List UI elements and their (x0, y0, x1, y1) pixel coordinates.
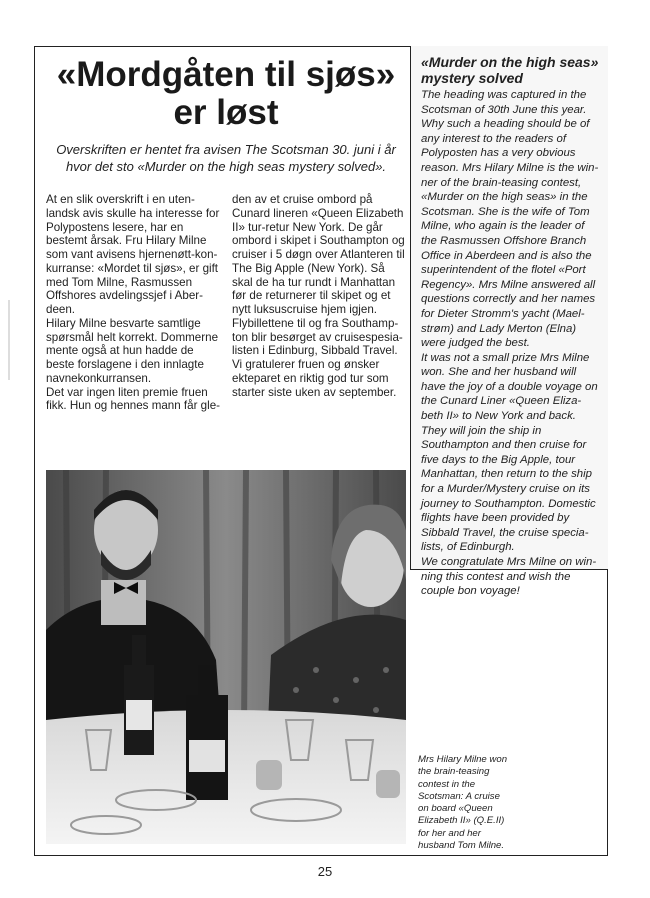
body-column-2: den av et cruise ombord på Cunard lineren «Queen Elizabeth II» tur-retur New York. De går ombord i skipet i Southampton og cruiser i 5 døgn over Atlanteren til The Big Apple (New York). Så skal de ha tur rundt i Manhattan før de returnerer til skipet og et nytt luksuscruise hjem igjen. Flybillettene til og fra Southamp- ton blir besørget av cruisespesia- listen i Edinburg, Sibbald Travel. Vi gratulerer fruen og ønsker ekteparet en riktig god tur som starter siste uken av september. (232, 193, 405, 399)
article-subheading: Overskriften er hentet fra avisen The Scotsman 30. juni i år hvor det sto «Murder on the high seas mystery solved». (56, 142, 396, 174)
headline-line-2: er løst (173, 93, 279, 132)
headline-line-1: «Mordgåten til sjøs» (56, 55, 396, 94)
photo-milne-couple (46, 470, 406, 844)
english-summary-box (410, 46, 608, 598)
article-headline (46, 56, 406, 132)
page-number: 25 (317, 864, 333, 879)
sidebar-title: «Murder on the high seas» mystery solved (421, 54, 599, 86)
photo-illustration (46, 470, 406, 844)
sidebar-text: The heading was captured in the Scotsman of 30th June this year. Why such a heading should be of any interest to the readers of Polyposten has a very obvious reason. Mrs Hilary Milne is the win- ner of the brain-teasing contest, «Murder on the high seas» in the Scotsman. She is the wife of Tom Milne, who again is the leader of the Rasmussen Offshore Branch Office in Aberdeen and is also the superintendent of the flotel «Port Regency». Mrs Milne answered all questions correctly and her names for Dieter Stromm's yacht (Mael- strøm) and Lady Merton (Elna) were judged the best. It was not a small prize Mrs Milne won. She and her husband will have the joy of a double voyage on the Cunard Liner «Queen Eliza- beth II» to New York and back. They will join the ship in Southampton and then cruise for five days to the Big Apple, tour Manhattan, then return to the ship for a Murder/Mystery cruise on its journey to Southampton. Domestic flights have been provided by Sibbald Travel, the cruise specia- lists, of Edinburgh. We congratulate Mrs Milne on win- ning this contest and wish the couple bon voyage! (421, 89, 599, 598)
scan-margin-mark (8, 300, 10, 380)
body-column-1: At en slik overskrift i en uten- landsk avis skulle ha interesse for Polypostens lesere, har en bestemt årsak. Fru Hilary Milne som vant avisens hjernenøtt-kon- kurranse: «Mordet til sjøs», er gift med Tom Milne, Rasmussen Offshores avdelingssjef i Aber- deen. Hilary Milne besvarte samtlige spørsmål helt korrekt. Dommerne mente også at hun hadde de beste forslagene i den innlagte navnekonkurransen. Det var ingen liten premie fruen fikk. Hun og hennes mann får gle- (46, 193, 221, 413)
photo-caption: Mrs Hilary Milne won the brain-teasing contest in the Scotsman: A cruise on board «Queen Elizabeth II» (Q.E.II) for her and her husband Tom Milne. (418, 754, 508, 852)
